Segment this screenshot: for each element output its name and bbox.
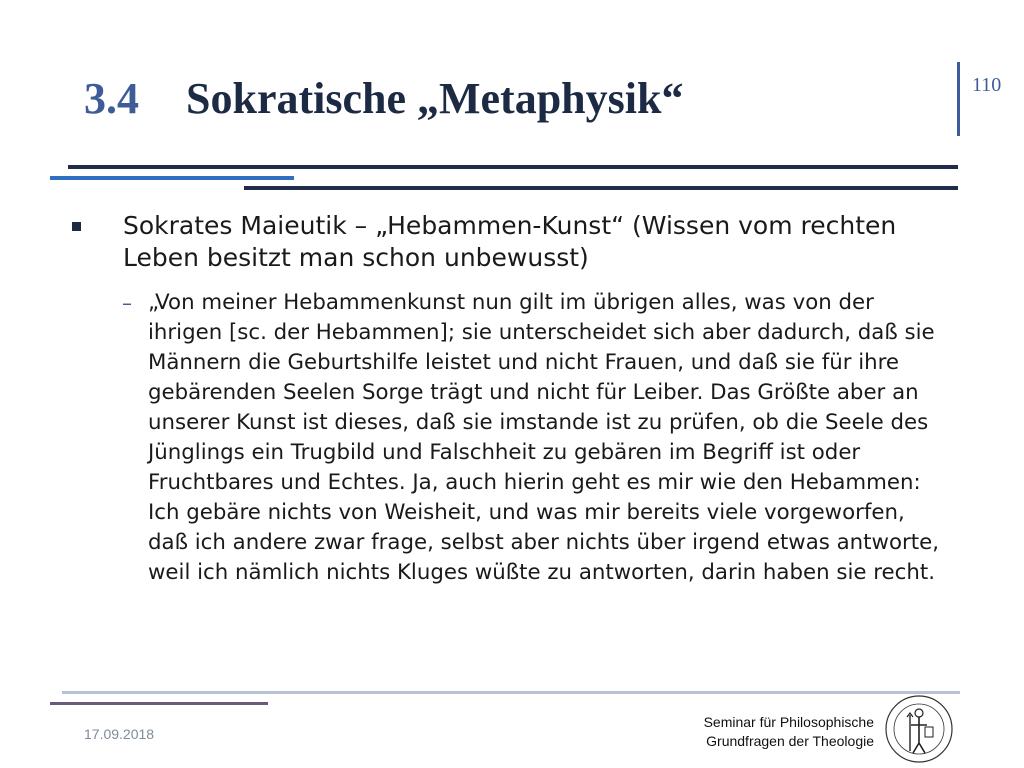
page-number: 110 [972, 74, 1002, 96]
university-seal-icon [884, 693, 954, 765]
page-number-divider [957, 62, 960, 136]
header-rule-top [68, 165, 958, 169]
quote-text: „Von meiner Hebammenkunst nun gilt im übrigen alles, was von der ihrigen [sc. der Hebammen]; sie unterscheidet sich aber dadurch, daß sie Männern die Geburtshilfe leistet und nicht Frauen, und daß sie für ihre gebärenden Seelen Sorge trägt und nicht für Leiber. Das Größte aber an unserer Kunst ist dieses, daß sie imstande ist zu prüfen, ob die Seele des Jünglings ein Trugbild und Falschheit zu gebären im Begriff ist oder Fruchtbares und Echtes. Ja, auch hierin geht es mir wie den Hebammen: Ich gebäre nichts von Weisheit, und was mir bereits viele vorgeworfen, daß ich andere zwar frage, selbst aber nichts über irgend etwas antworte, weil ich nämlich nichts Kluges wüßte zu antworten, darin haben sie recht. [148, 290, 939, 585]
footer-rule-accent [50, 702, 268, 705]
title-text: Sokratische „Metaphysik“ [186, 74, 684, 123]
header-rule-bottom [244, 186, 958, 190]
footer-org-line2: Grundfragen der Theologie [706, 733, 874, 749]
header-rule-accent [50, 176, 294, 180]
square-bullet-icon [72, 222, 81, 231]
footer-date: 17.09.2018 [84, 726, 155, 742]
bullet-text: Sokrates Maieutik – „Hebammen-Kunst“ (Wissen vom rechten Leben besitzt man schon unbewusst) [123, 211, 897, 272]
footer-org-line1: Seminar für Philosophische [703, 714, 874, 730]
title-number: 3.4 [84, 74, 139, 123]
dash-bullet-icon: – [122, 291, 132, 315]
footer-rule-top [62, 691, 960, 694]
footer-organization [704, 713, 874, 751]
slide-title [84, 72, 683, 126]
